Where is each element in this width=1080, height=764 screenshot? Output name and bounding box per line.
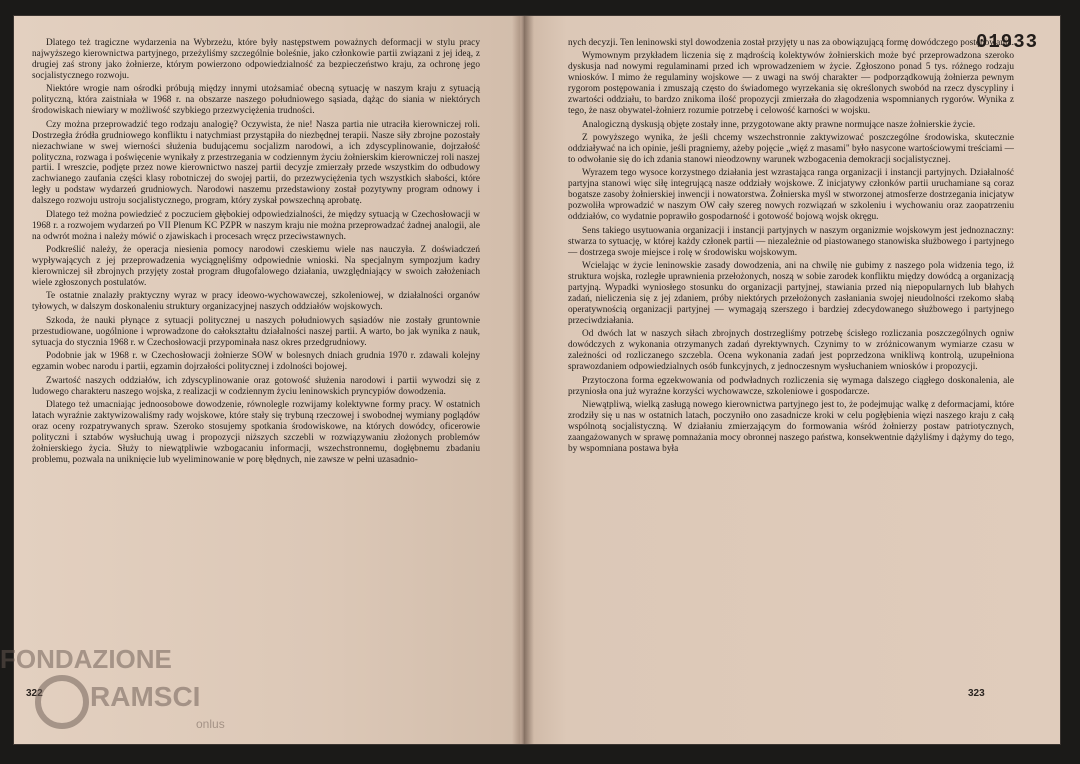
- paragraph: nych decyzji. Ten leninowski styl dowodzenia został przyjęty u nas za obowiązującą formę dowódczego postępowania.: [568, 38, 1014, 48]
- right-page-text-column: [568, 38, 1014, 457]
- archive-stamp-number: 01933: [975, 31, 1038, 53]
- paragraph: Od dwóch lat w naszych siłach zbrojnych dostrzegliśmy potrzebę ścisłego rozliczania poszczególnych ogniw dowódczych z wykonania otrzymanych zadań dyrektywnych. Czynimy to w zróżnicowanym wymiarze czasu w zależności od rozliczanego szczebla. Ocena wykonania zadań jest poprzedzona wnikliwą kontrolą, uzupełniona sprawozdaniem odpowiedzialnych osób funkcyjnych, z jednoczesnym wysłuchaniem wniosków i propozycji.: [568, 329, 1014, 373]
- paragraph: Dlatego też można powiedzieć z poczuciem głębokiej odpowiedzialności, że między sytuacją w Czechosłowacji w 1968 r. a rozwojem wydarzeń po VII Plenum KC PZPR w naszym kraju nie można przeprowadzać żadnej analogii, ale na odwrót można i należy mówić o zjawiskach i procesach wręcz przeciwstawnych.: [32, 209, 480, 242]
- left-page-text-column: [32, 38, 480, 468]
- paragraph: Czy można przeprowadzić tego rodzaju analogię? Oczywista, że nie! Nasza partia nie utraciła kierowniczej roli. Dostrzegła źródła grudniowego konfliktu i natychmiast przystąpiła do niezbędnej terapii. Nasze siły zbrojne pozostały niezachwiane w swej wierności służenia budującemu socjalizm narodowi, a ich zdyscyplinowanie, dojrzałość polityczna, rozwaga i poświęcenie wynikały z przestrzegania w codziennym życiu żołnierskim kierowniczej roli naszej partii. I wreszcie, podjęte przez nowe kierownictwo naszej partii decyzje zmierzały przede wszystkim do odbudowy zachwianego zaufania części klasy robotniczej do swojej partii, do przezwyciężenia tych wszystkich słabości, które legły u podstaw wydarzeń grudniowych. Narodowi naszemu przedstawiony został pozytywny program odnowy i dalszego rozwoju ustroju socjalistycznego, program, który zyskał powszechną aprobatę.: [32, 119, 480, 207]
- book-spread: [14, 16, 1060, 744]
- right-page: [524, 16, 1060, 744]
- paragraph: Podkreślić należy, że operacja niesienia pomocy narodowi czeskiemu wiele nas nauczyła. Z doświadczeń wypływających z jej przeprowadzenia wyciągnęliśmy odpowiednie wnioski. Na specjalnym sympozjum kadry kierowniczej sił zbrojnych przyjęty został program długofalowego działania, uwzględniający w swoich założeniach wiele zgłoszonych postulatów.: [32, 245, 480, 289]
- paragraph: Wymownym przykładem liczenia się z mądrością kolektywów żołnierskich może być przeprowadzona szeroko dyskusja nad nowymi regulaminami przed ich wprowadzeniem w życie. Zgłoszono ponad 5 tys. różnego rodzaju wniosków. I mimo że regulaminy wojskowe — z uwagi na swój charakter — podporządkowują żołnierza pewnym rygorom postępowania i zmuszają często do świadomego wyrzekania się określonych swobód na rzecz dyscypliny i zwartości oddziału, to bardzo znikoma ilość propozycji zmierzała do złagodzenia wspomnianych rygorów. Wynika z tego, że nasz obywatel-żołnierz rozumie potrzebę i celowość karności w wojsku.: [568, 51, 1014, 117]
- paragraph: Niewątpliwą, wielką zasługą nowego kierownictwa partyjnego jest to, że podejmując walkę z deformacjami, które zrodziły się u nas w ostatnich latach, poczyniło ono zasadnicze kroki w celu pogłębienia więzi naszego kraju z całą wspólnotą socjalistyczną. W działaniu zmierzającym do formowania wśród żołnierzy postaw patriotycznych, zaangażowanych w sprawę pomnażania mocy obronnej naszego państwa, konsekwentnie dążyliśmy i dążymy do tego, by wspomniana postawa była: [568, 400, 1014, 454]
- paragraph: Dlatego też tragiczne wydarzenia na Wybrzeżu, które były następstwem poważnych deformacji w stylu pracy najwyższego kierownictwa partyjnego, przeżyliśmy szczególnie boleśnie, jako członkowie partii związani z jej ideą, z drugiej zaś strony jako żołnierze, którym powierzono odpowiedzialność za bezpieczeństwo kraju, za ochronę jego socjalistycznego rozwoju.: [32, 38, 480, 81]
- paragraph: Dlatego też umacniając jednoosobowe dowodzenie, równolegle rozwijamy kolektywne formy pracy. W ostatnich latach wyraźnie zaktywizowaliśmy rady wojskowe, które stały się trybuną rzeczowej i swobodnej wymiany poglądów oraz oceny rozpatrywanych spraw. Szeroko stosujemy spotkania środowiskowe, na których dowódcy, oficerowie polityczni i sztabów wysłuchują uwag i propozycji niższych szczebli w rozwiązywaniu złożonych problemów żołnierskiego życia. Służy to niewątpliwie wzbogacaniu informacji, wszechstronnemu, dogłębnemu zbadaniu problemu, pozwala na uniknięcie lub wyeliminowanie w porę błędnych, nie zawsze w pełni uzasadnio-: [32, 400, 480, 465]
- paragraph: Wyrazem tego wysoce korzystnego działania jest wzrastająca ranga organizacji i instancji partyjnych. Działalność partyjna stanowi więc siłę integrującą nasze oddziały wojskowe. Z inicjatywy członków partii uruchamiane są coraz bogatsze zasoby żołnierskiej inwencji i nowatorstwa. Żołnierska myśl w stworzonej atmosferze dostrzegania inicjatyw pozwoliła wprowadzić w naszym OW cały szereg nowych rozwiązań w szkoleniu i wychowaniu oraz zaopatrzeniu oddziałów, co wydatnie poprawiło gospodarność i gotowość bojową wojsk okręgu.: [568, 168, 1014, 223]
- left-page: [14, 16, 520, 744]
- svg-text:FONDAZIONE: FONDAZIONE: [0, 644, 172, 674]
- right-page-number: 323: [968, 688, 985, 699]
- paragraph: Niektóre wrogie nam ośrodki próbują między innymi utożsamiać obecną sytuację w naszym kraju z sytuacją polityczną, która zaistniała w 1968 r. na obszarze naszego południowego sąsiada, dążąc do siania w niektórych środowiskach niewiary w możliwość szybkiego przezwyciężenia trudności.: [32, 84, 480, 117]
- left-page-number: 322: [26, 688, 43, 699]
- book-gutter: [512, 16, 534, 744]
- paragraph: Te ostatnie znalazły praktyczny wyraz w pracy ideowo-wychowawczej, szkoleniowej, w działalności organów tyłowych, w dalszym doskonaleniu struktury organizacyjnej naszych oddziałów wojskowych.: [32, 291, 480, 313]
- paragraph: Zwartość naszych oddziałów, ich zdyscyplinowanie oraz gotowość służenia narodowi i partii wywodzi się z ludowego charakteru naszego wojska, z realizacji w codziennym życiu leninowskich pryncypiów dowodzenia.: [32, 375, 480, 397]
- paragraph: Podobnie jak w 1968 r. w Czechosłowacji żołnierze SOW w bolesnych dniach grudnia 1970 r. zdawali kolejny egzamin wobec narodu i partii, egzamin dojrzałości politycznej i zdolności bojowej.: [32, 351, 480, 373]
- paragraph: Z powyższego wynika, że jeśli chcemy wszechstronnie zaktywizować poszczególne środowiska, skutecznie oddziaływać na ich opinie, jeśli pragniemy, ażeby pojęcie „więź z masami" było nasycone wartościowymi treściami — to odwołanie się do ich zdania stanowi nieodzowny warunek wzbogacenia demokracji socjalistycznej.: [568, 133, 1014, 166]
- paragraph: Sens takiego usytuowania organizacji i instancji partyjnych w naszym organizmie wojskowym jest jednoznaczny: stwarza to sytuację, w której każdy członek partii — niezależnie od piastowanego stanowiska służbowego i partyjnego — dostrzega swoje miejsce i rolę w środowisku wojskowym.: [568, 225, 1014, 258]
- paragraph: Wcielając w życie leninowskie zasady dowodzenia, ani na chwilę nie gubimy z naszego pola widzenia tego, iż struktura wojska, rozległe uprawnienia przełożonych, noszą w sobie zarodek konfliktu między dowódcą a organizacją partyjną. Wypadki wyniosłego stosunku do organizacji partyjnej, stawiania przed nią niepopularnych lub błahych zadań, nieliczenia się z jej zdaniem, próby niektórych przełożonych zasłaniania swojej nieudolności rzekomo słabą operatywnością organizacji partyjnej — wymagają szerszego i bardziej zdecydowanego służbowego i partyjnego przeciwdziałania.: [568, 261, 1014, 326]
- paragraph: Szkoda, że nauki płynące z sytuacji politycznej u naszych południowych sąsiadów nie zostały gruntownie przestudiowane, uogólnione i wprowadzone do całokształtu działalności naszej partii. A warto, bo jak wynika z nauk, sytuacja do stycznia 1968 r. w Czechosłowacji przypominała nasz okres przedgrudniowy.: [32, 315, 480, 348]
- paragraph: Przytoczona forma egzekwowania od podwładnych rozliczenia się wymaga dalszego ciągłego doskonalenia, ale przyniosła ona już wyraźne korzyści wychowawcze, szkoleniowe i gospodarcze.: [568, 375, 1014, 397]
- paragraph: Analogiczną dyskusją objęte zostały inne, przygotowane akty prawne normujące nasze żołnierskie życie.: [582, 119, 976, 130]
- svg-text:onlus: onlus: [196, 717, 225, 731]
- svg-text:RAMSCI: RAMSCI: [90, 681, 201, 712]
